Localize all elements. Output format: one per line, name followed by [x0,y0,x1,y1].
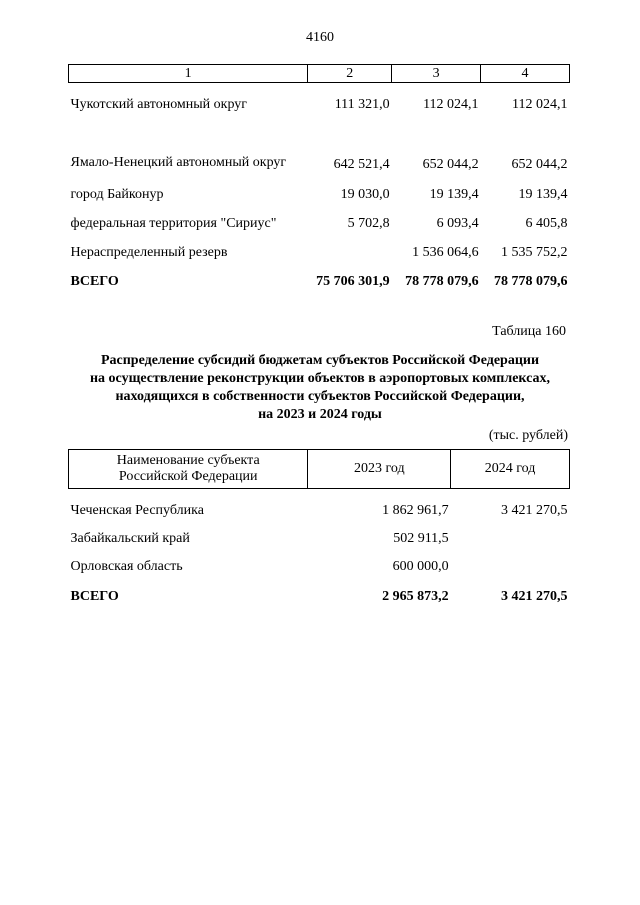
region-name: Чукотский автономный округ [70,96,248,112]
column-number: 4 [481,65,570,83]
header-line: Наименование субъекта [116,453,260,468]
unit-label: (тыс. рублей) [488,428,568,443]
table-row [69,113,570,173]
value-cell: 6 093,4 [436,215,479,231]
total-value: 2 965 873,2 [382,588,449,604]
table-row [69,489,570,519]
column-number: 3 [392,65,481,83]
total-row [69,261,570,290]
total-value: 75 706 301,9 [316,273,390,289]
header-subject-name [69,450,308,489]
region-name: Чеченская Республика [70,502,204,518]
page-number: 4160 [306,30,334,45]
table-row [69,203,570,232]
total-label: ВСЕГО [70,588,119,604]
value-cell: 600 000,0 [392,558,449,574]
title-line: находящихся в собственности субъектов Российской Федерации, [115,389,525,404]
title-line: Распределение субсидий бюджетам субъектов Российской Федерации [100,353,540,368]
value-cell: 111 321,0 [334,96,390,112]
value-cell: 19 139,4 [518,186,568,202]
value-cell: 6 405,8 [525,215,568,231]
column-number: 2 [308,65,392,83]
header-year-2024: 2024 год [451,450,570,489]
region-name: город Байконур [70,186,164,202]
column-number-row [69,65,570,83]
region-name: Орловская область [70,558,183,574]
title-line: на осуществление реконструкции объектов в аэропортовых комплексах, [89,371,551,386]
value-cell: 1 535 752,2 [501,244,568,260]
total-label: ВСЕГО [70,273,119,289]
value-cell: 652 044,2 [422,156,479,172]
column-number: 1 [69,65,308,83]
value-cell: 1 862 961,7 [382,502,449,518]
total-value: 78 778 079,6 [405,273,479,289]
header-line: Российской Федерации [118,469,258,484]
table-row [69,519,570,547]
value-cell [451,547,570,575]
value-cell: 652 044,2 [511,156,568,172]
header-year-2023: 2023 год [308,450,451,489]
value-cell: 5 702,8 [347,215,390,231]
region-name: Нераспределенный резерв [70,244,228,260]
value-cell: 3 421 270,5 [501,502,568,518]
table-caption: Таблица 160 [492,324,566,339]
value-cell: 642 521,4 [333,156,390,172]
value-cell: 502 911,5 [393,530,449,546]
value-cell: 19 139,4 [429,186,479,202]
region-name: федеральная территория "Сириус" [70,215,277,231]
table-row [69,547,570,575]
table-title [60,352,580,424]
value-cell: 112 024,1 [512,96,568,112]
title-line: на 2023 и 2024 годы [258,407,382,422]
value-cell: 1 536 064,6 [412,244,479,260]
total-value: 78 778 079,6 [494,273,568,289]
value-cell: 19 030,0 [340,186,390,202]
value-cell: 112 024,1 [423,96,479,112]
table-row [69,173,570,203]
region-name: Забайкальский край [70,530,190,546]
table-row [69,83,570,113]
total-value: 3 421 270,5 [501,588,568,604]
table-header-row [69,450,570,489]
appropriations-table-continued [68,64,570,290]
subsidy-distribution-table [68,449,570,605]
table-row [69,232,570,261]
total-row [69,575,570,605]
region-name: Ямало-Ненецкий автономный округ [70,154,287,170]
value-cell [308,232,392,261]
value-cell [451,519,570,547]
